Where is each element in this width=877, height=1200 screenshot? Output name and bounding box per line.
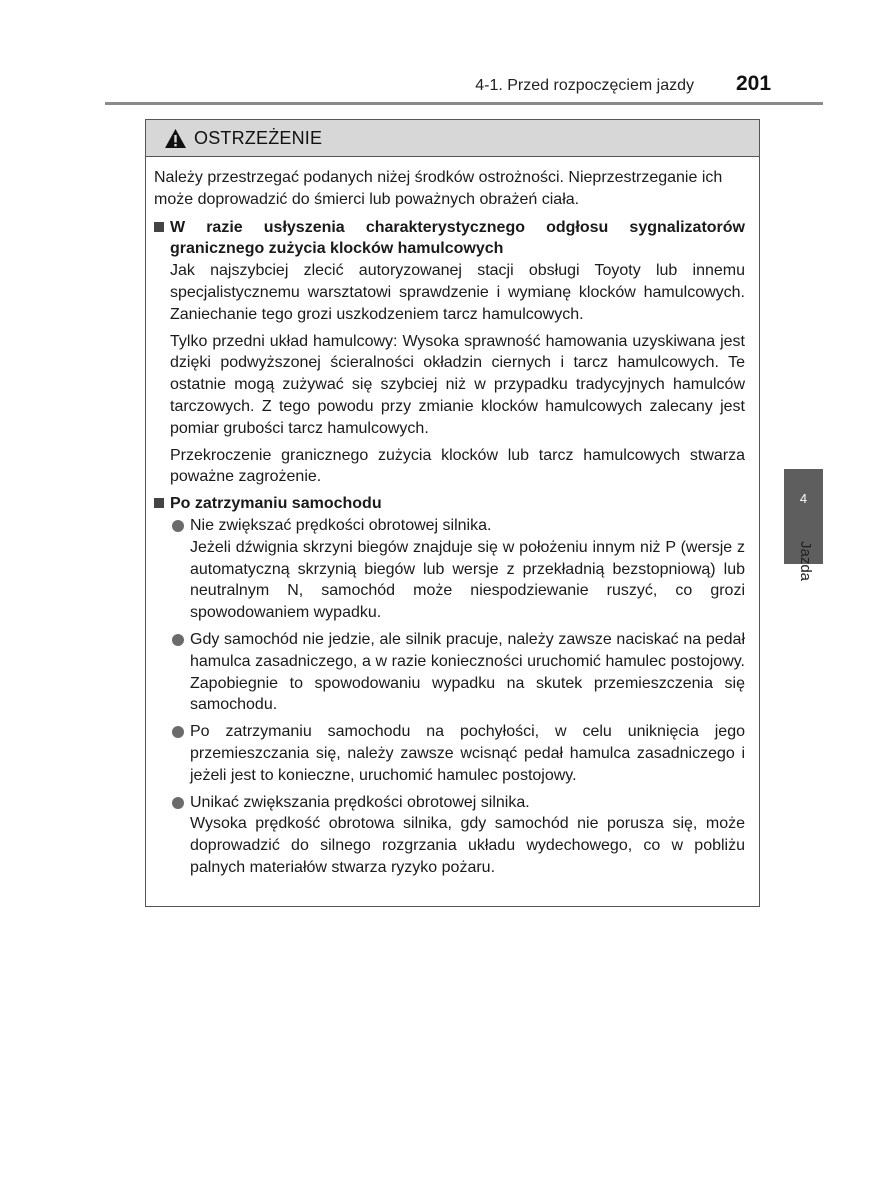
list-item [154, 515, 745, 624]
warning-intro: Należy przestrzegać podanych niżej środków ostrożności. Nieprzestrzeganie ich może doprowadzić do śmierci lub poważnych obrażeń ciała. [154, 169, 723, 208]
paragraph: Jak najszybciej zlecić autoryzowanej stacji obsługi Toyoty lub innemu specjalistycznemu warsztatowi sprawdzenie i wymianę klocków hamulcowych. Zaniechanie tego grozi uszkodzeniem tarcz hamulcowych. [170, 262, 745, 323]
chapter-tab: 4 [784, 469, 823, 564]
section-heading-text: W razie usłyszenia charakterystycznego odgłosu sygnalizatorów granicznego zużycia klocków hamulcowych [170, 218, 745, 258]
list-item [154, 792, 745, 879]
warning-triangle-icon [164, 128, 187, 149]
section-heading [154, 217, 745, 261]
warning-body [154, 167, 745, 884]
list-item-text: Gdy samochód nie jedzie, ale silnik pracuje, należy zawsze naciskać na pedał hamulca zasadniczego, a w razie konieczności uruchomić hamulec postojowy. Zapobiegnie to spowodowaniu wypadku na skutek przemieszczenia się samochodu. [190, 630, 745, 714]
section-heading-text: Po zatrzymaniu samochodu [170, 495, 382, 513]
list-item-lead: Unikać zwiększania prędkości obrotowej silnika. [190, 793, 530, 811]
circle-bullet-icon [172, 726, 184, 738]
section-title: 4-1. Przed rozpoczęciem jazdy [475, 77, 694, 94]
warning-box [145, 119, 760, 907]
warning-header [146, 120, 759, 157]
circle-bullet-icon [172, 797, 184, 809]
chapter-label: Jazda [797, 541, 814, 582]
circle-bullet-icon [172, 520, 184, 532]
warning-title: OSTRZEŻENIE [194, 127, 323, 148]
circle-bullet-icon [172, 634, 184, 646]
section-heading [154, 493, 745, 515]
paragraph: Tylko przedni układ hamulcowy: Wysoka sprawność hamowania uzyskiwana jest dzięki podwyższonej ścieralności okładzin ciernych i tarcz hamulcowych. Te ostatnie mogą zużywać się szybciej niż w przypadku tradycyjnych hamulców tarczowych. Z tego powodu przy zmianie klocków hamulcowych zalecany jest pomiar grubości tarcz hamulcowych. [170, 332, 745, 437]
square-bullet-icon [154, 222, 164, 232]
list-item [154, 629, 745, 716]
paragraph: Przekroczenie granicznego zużycia klocków lub tarcz hamulcowych stwarza poważne zagrożenie. [170, 446, 745, 486]
list-item [154, 721, 745, 786]
header-rule [105, 102, 823, 105]
list-item-text: Wysoka prędkość obrotowa silnika, gdy samochód nie porusza się, może doprowadzić do silnego rozgrzania układu wydechowego, co w pobliżu palnych materiałów stwarza ryzyko pożaru. [190, 815, 745, 876]
square-bullet-icon [154, 498, 164, 508]
page-number: 201 [736, 72, 772, 95]
list-item-lead: Nie zwiększać prędkości obrotowej silnika. [190, 516, 492, 534]
list-item-text: Jeżeli dźwignia skrzyni biegów znajduje się w położeniu innym niż P (wersje z automatyczną skrzynią biegów lub wersje z przekładnią bezstopniową) lub neutralnym N, samochód może niespodziewanie ruszyć, co grozi spowodowaniem wypadku. [190, 538, 745, 622]
list-item-text: Po zatrzymaniu samochodu na pochyłości, w celu uniknięcia jego przemieszczania się, należy zawsze wcisnąć pedał hamulca zasadniczego i jeżeli jest to konieczne, uruchomić hamulec postojowy. [190, 723, 745, 784]
